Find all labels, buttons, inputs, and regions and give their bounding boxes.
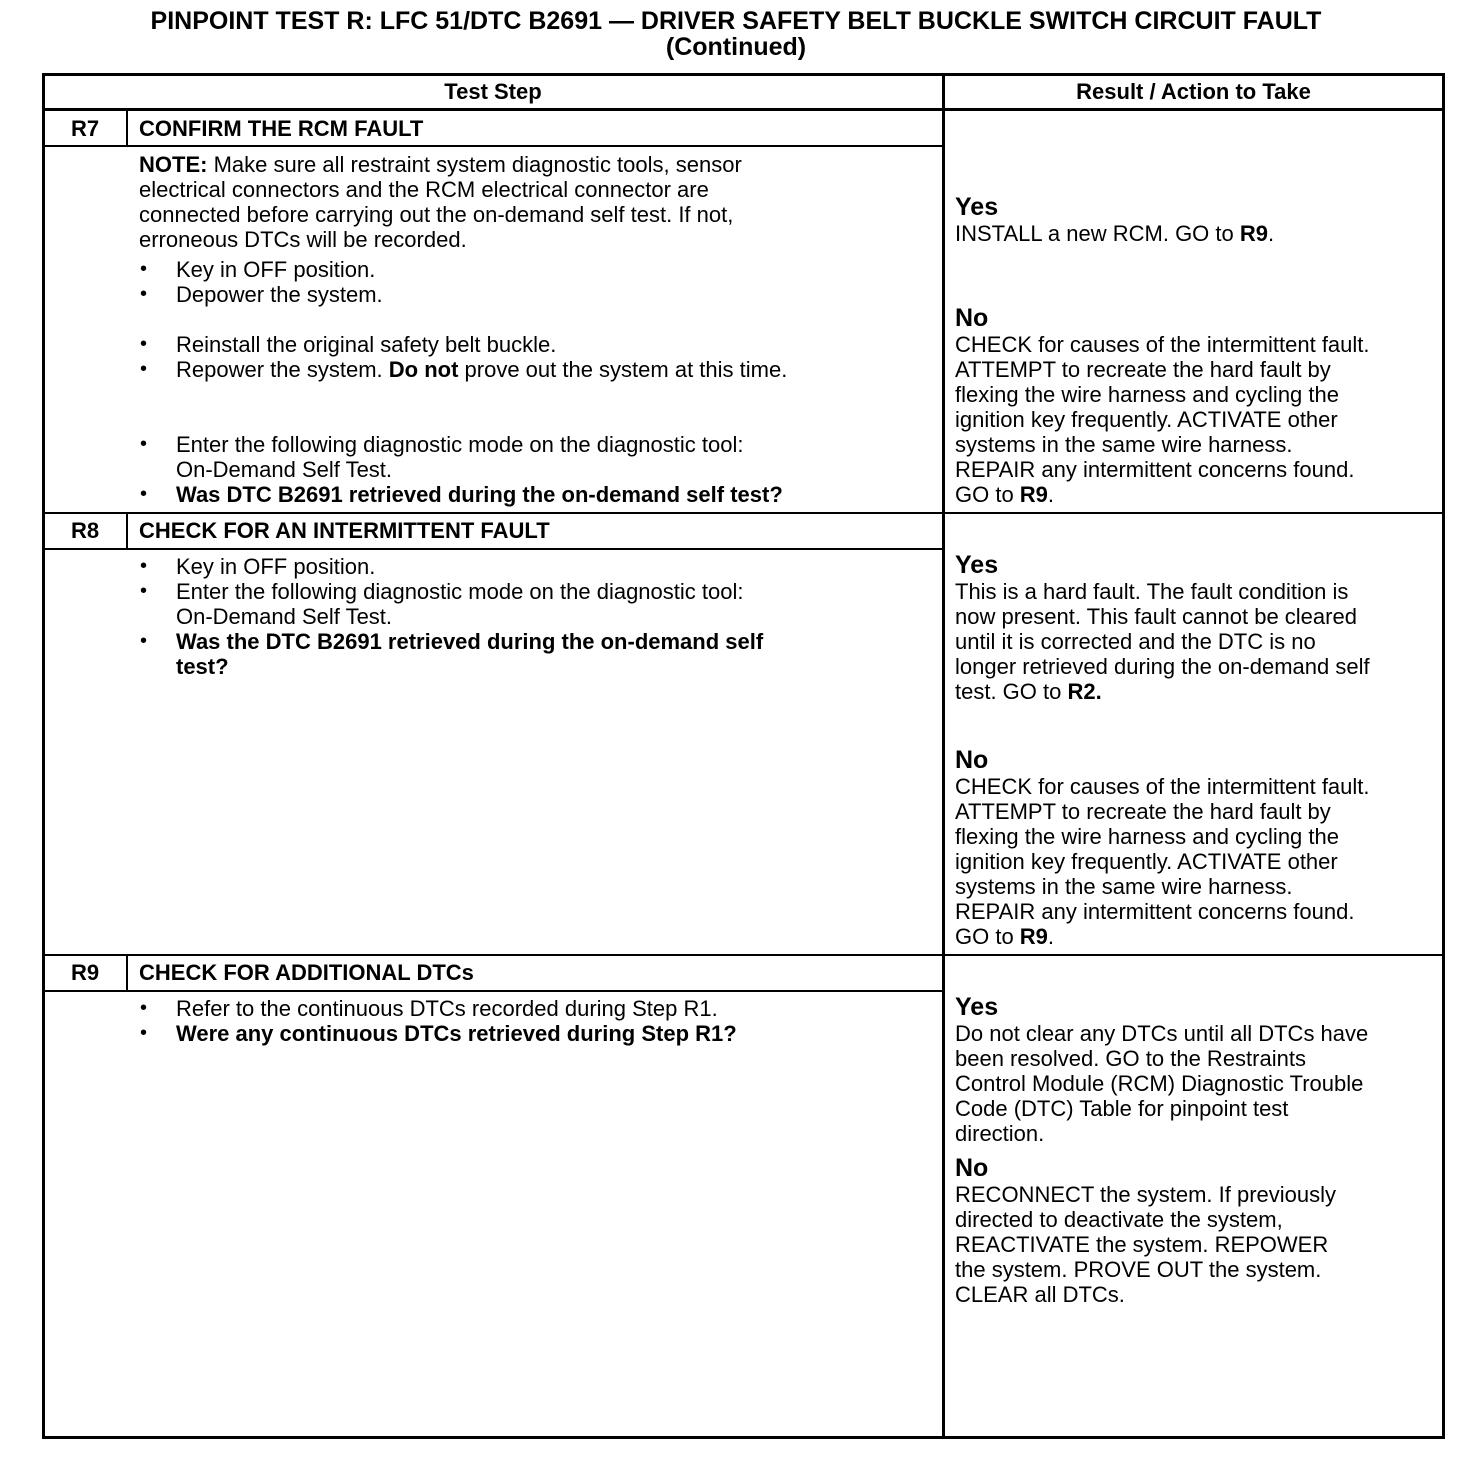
r7-bullet-4: Repower the system. Do not prove out the system at this time.	[176, 357, 788, 382]
bullet-icon: •	[140, 1022, 148, 1044]
note-label: NOTE:	[139, 152, 208, 177]
r9-yes-label: Yes	[955, 993, 999, 1021]
step-id-r8: R8	[70, 518, 100, 543]
r8-no-label: No	[955, 746, 989, 774]
bullet-icon: •	[140, 333, 148, 355]
r9-bullet-1: Refer to the continuous DTCs recorded during Step R1.	[176, 996, 718, 1021]
r9-bullet-2: Were any continuous DTCs retrieved during Step R1?	[176, 1021, 737, 1046]
r7-bullet-6: Was DTC B2691 retrieved during the on-demand self test?	[176, 482, 783, 507]
r8-bullet-3: Was the DTC B2691 retrieved during the on-demand self test?	[176, 629, 764, 679]
step-id-r9: R9	[70, 960, 100, 985]
r8-heading-divider	[42, 548, 943, 550]
bullet-icon: •	[140, 358, 148, 380]
r7-bullet-5: Enter the following diagnostic mode on the diagnostic tool: On-Demand Self Test.	[176, 432, 744, 482]
step-heading-r8: CHECK FOR AN INTERMITTENT FAULT	[139, 518, 550, 543]
r8-yes-label: Yes	[955, 551, 999, 579]
bullet-icon: •	[140, 580, 148, 602]
r7-bullet-1: Key in OFF position.	[176, 257, 376, 282]
r7-yes-text: INSTALL a new RCM. GO to R9.	[955, 221, 1275, 246]
step-id-divider-r8	[126, 513, 128, 550]
title-line-2: (Continued)	[665, 33, 807, 61]
page-title	[0, 8, 1472, 60]
r7-yes-label: Yes	[955, 193, 999, 221]
bullet-icon: •	[140, 483, 148, 505]
r7-r8-divider	[42, 512, 1445, 514]
r7-note: NOTE: Make sure all restraint system diagnostic tools, sensor electrical connectors and the RCM electrical connector are connected before carrying out the on-demand self test. If not, erroneous DTCs will be recorded.	[139, 152, 742, 252]
r9-no-text: RECONNECT the system. If previously directed to deactivate the system, REACTIVATE the system. REPOWER the system. PROVE OUT the system. CLEAR all DTCs.	[955, 1182, 1337, 1307]
header-test-step: Test Step	[444, 79, 542, 104]
r7-no-text: CHECK for causes of the intermittent fault. ATTEMPT to recreate the hard fault by flexing the wire harness and cycling the ignition key frequently. ACTIVATE other systems in the same wire harness. REPAIR any intermittent concerns found. GO to R9.	[955, 332, 1370, 507]
bullet-icon: •	[140, 258, 148, 280]
r7-heading-divider	[42, 145, 943, 147]
step-heading-r9: CHECK FOR ADDITIONAL DTCs	[139, 960, 474, 985]
r9-heading-divider	[42, 990, 943, 992]
header-result: Result / Action to Take	[1076, 79, 1311, 104]
bullet-icon: •	[140, 283, 148, 305]
r8-no-text: CHECK for causes of the intermittent fault. ATTEMPT to recreate the hard fault by flexing the wire harness and cycling the ignition key frequently. ACTIVATE other systems in the same wire harness. REPAIR any intermittent concerns found. GO to R9.	[955, 774, 1370, 949]
bullet-icon: •	[140, 997, 148, 1019]
header-divider	[42, 108, 1445, 111]
r9-yes-text: Do not clear any DTCs until all DTCs have been resolved. GO to the Restraints Control Module (RCM) Diagnostic Trouble Code (DTC) Table for pinpoint test direction.	[955, 1021, 1369, 1146]
step-heading-r7: CONFIRM THE RCM FAULT	[139, 116, 424, 141]
r7-bullet-2: Depower the system.	[176, 282, 383, 307]
step-id-r7: R7	[70, 116, 100, 141]
step-id-divider-r9	[126, 955, 128, 992]
r7-no-label: No	[955, 304, 989, 332]
bullet-icon: •	[140, 630, 148, 652]
r8-bullet-1: Key in OFF position.	[176, 554, 376, 579]
step-id-divider-r7	[126, 110, 128, 147]
column-divider	[942, 73, 945, 1439]
r9-no-label: No	[955, 1154, 989, 1182]
bullet-icon: •	[140, 555, 148, 577]
title-line-1: PINPOINT TEST R: LFC 51/DTC B2691 — DRIVER SAFETY BELT BUCKLE SWITCH CIRCUIT FAULT	[150, 7, 1322, 35]
bullet-icon: •	[140, 433, 148, 455]
r8-r9-divider	[42, 954, 1445, 956]
r8-yes-text: This is a hard fault. The fault condition is now present. This fault cannot be cleared until it is corrected and the DTC is no longer retrieved during the on-demand self test. GO to R2.	[955, 579, 1370, 704]
r8-bullet-2: Enter the following diagnostic mode on the diagnostic tool: On-Demand Self Test.	[176, 579, 744, 629]
r7-bullet-3: Reinstall the original safety belt buckle.	[176, 332, 557, 357]
